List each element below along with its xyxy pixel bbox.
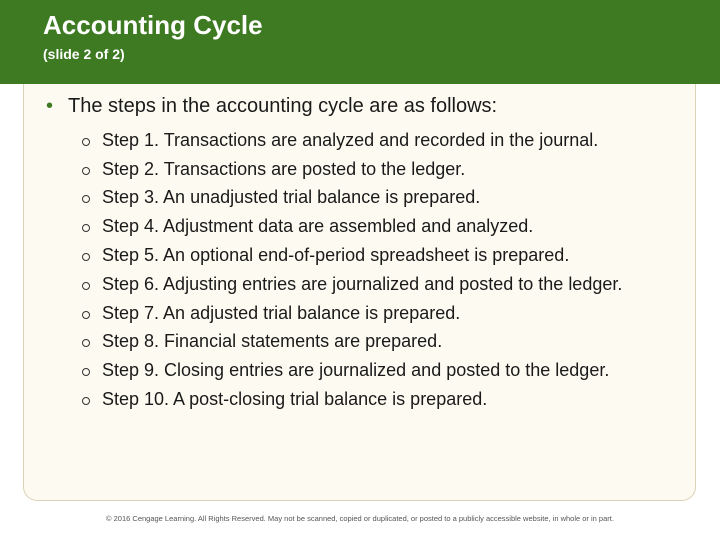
title-bar (0, 0, 720, 84)
circle-bullet-icon (82, 167, 90, 175)
step-text: Step 7. An adjusted trial balance is prepared. (102, 302, 461, 323)
circle-bullet-icon (82, 339, 90, 347)
circle-bullet-icon (82, 397, 90, 405)
step-text: Step 9. Closing entries are journalized and posted to the ledger. (102, 360, 610, 381)
slide-title: Accounting Cycle (43, 10, 263, 40)
circle-bullet-icon (82, 224, 90, 232)
step-text: Step 8. Financial statements are prepared. (102, 331, 443, 352)
circle-bullet-icon (82, 282, 90, 290)
circle-bullet-icon (82, 138, 90, 146)
intro-text: The steps in the accounting cycle are as follows: (68, 95, 498, 117)
list-item (82, 299, 622, 328)
step-text: Step 2. Transactions are posted to the ledger. (102, 158, 466, 179)
list-item (82, 241, 622, 270)
list-item (82, 126, 622, 155)
steps-list (82, 126, 622, 414)
list-item (82, 385, 622, 414)
circle-bullet-icon (82, 368, 90, 376)
bullet-icon: • (46, 95, 54, 117)
step-text: Step 1. Transactions are analyzed and recorded in the journal. (102, 129, 599, 150)
circle-bullet-icon (82, 311, 90, 319)
step-text: Step 6. Adjusting entries are journalized and posted to the ledger. (102, 273, 623, 294)
circle-bullet-icon (82, 253, 90, 261)
step-text: Step 10. A post-closing trial balance is prepared. (102, 389, 488, 410)
step-text: Step 4. Adjustment data are assembled and analyzed. (102, 216, 534, 237)
list-item (82, 270, 622, 299)
circle-bullet-icon (82, 195, 90, 203)
list-item (82, 155, 622, 184)
list-item (82, 212, 622, 241)
list-item (82, 356, 622, 385)
slide-subtitle: (slide 2 of 2) (43, 46, 125, 62)
copyright-footer: © 2016 Cengage Learning. All Rights Reserved. May not be scanned, copied or duplicated, or posted to a publicly accessible website, in whole or in part. (106, 514, 614, 523)
step-text: Step 3. An unadjusted trial balance is prepared. (102, 187, 481, 208)
list-item (82, 184, 622, 213)
list-item (82, 328, 622, 357)
step-text: Step 5. An optional end-of-period spreadsheet is prepared. (102, 245, 570, 266)
intro-bullet (46, 95, 497, 118)
